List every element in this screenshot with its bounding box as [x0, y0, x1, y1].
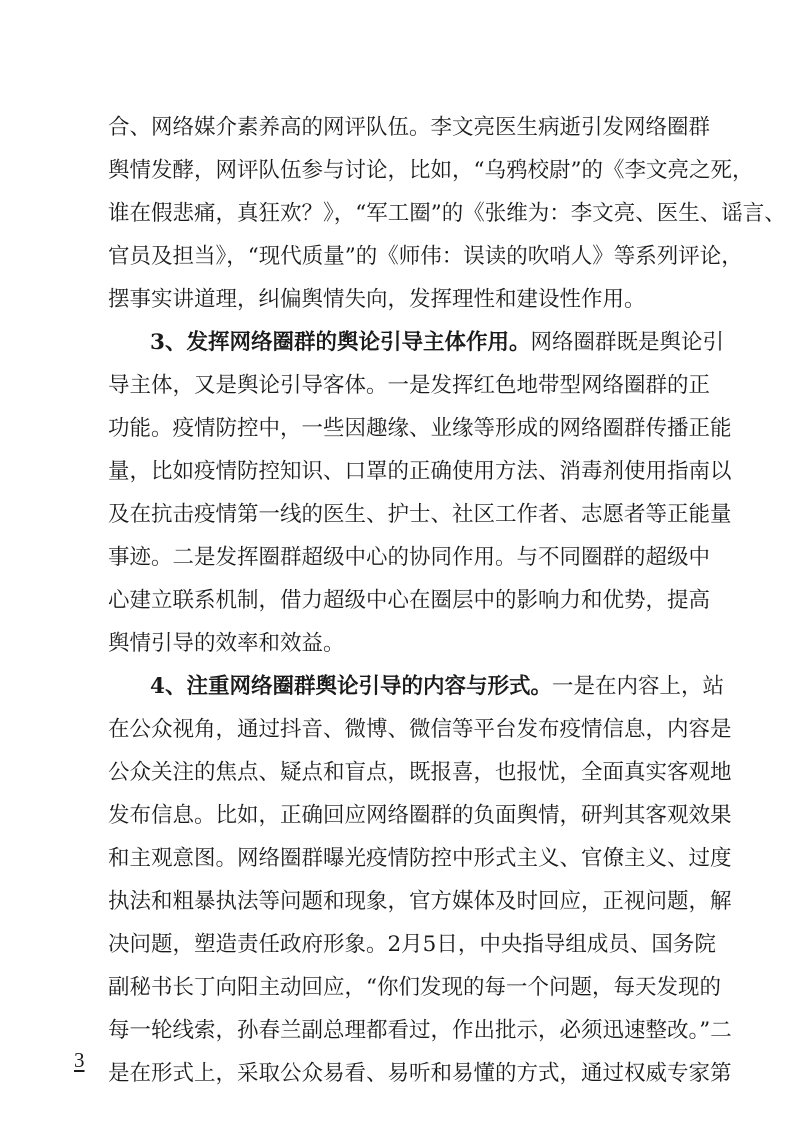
section-heading: 3、发挥网络圈群的舆论引导主体作用。 [150, 330, 531, 355]
text-line: 谁在假悲痛，真狂欢？》，“军工圈”的《张维为：李文亮、医生、谣言、 [108, 201, 786, 226]
text-line: 导主体，又是舆论引导客体。一是发挥红色地带型网络圈群的正 [108, 373, 711, 398]
paragraph-first-line [150, 667, 724, 707]
paragraph-first-line [150, 323, 724, 363]
text-line: 合、网络媒介素养高的网评队伍。李文亮医生病逝引发网络圈群 [108, 115, 711, 140]
text-line: 官员及担当》，“现代质量”的《师伟：误读的吹哨人》等系列评论， [108, 244, 743, 269]
text-line: 是在形式上，采取公众易看、易听和易懂的方式，通过权威专家第 [108, 1061, 732, 1086]
page-number: 3 [74, 1048, 85, 1072]
text-line: 和主观意图。网络圈群曝光疫情防控中形式主义、官僚主义、过度 [108, 846, 732, 871]
text-line: 量，比如疫情防控知识、口罩的正确使用方法、消毒剂使用指南以 [108, 459, 732, 484]
text-line: 舆情引导的效率和效益。 [108, 631, 345, 656]
section-heading: 4、注重网络圈群舆论引导的内容与形式。 [150, 674, 552, 699]
text-line: 每一轮线索，孙春兰副总理都看过，作出批示，必须迅速整改。”二 [108, 1018, 732, 1043]
text-line: 心建立联系机制，借力超级中心在圈层中的影响力和优势，提高 [108, 588, 711, 613]
text-line: 执法和粗暴执法等问题和现象，官方媒体及时回应，正视问题，解 [108, 889, 732, 914]
text-line: 事迹。二是发挥圈群超级中心的协同作用。与不同圈群的超级中 [108, 545, 711, 570]
text-line: 决问题，塑造责任政府形象。2月5日，中央指导组成员、国务院 [108, 932, 716, 957]
text-line: 在公众视角，通过抖音、微博、微信等平台发布疫情信息，内容是 [108, 717, 732, 742]
text-run: 一是在内容上，站 [551, 674, 724, 699]
text-line: 舆情发酵，网评队伍参与讨论，比如，“乌鸦校尉”的《李文亮之死， [108, 158, 754, 183]
text-run: 网络圈群既是舆论引 [530, 330, 724, 355]
text-line: 及在抗击疫情第一线的医生、护士、社区工作者、志愿者等正能量 [108, 502, 732, 527]
text-line: 摆事实讲道理，纠偏舆情失向，发挥理性和建设性作用。 [108, 287, 646, 312]
text-line: 发布信息。比如，正确回应网络圈群的负面舆情，研判其客观效果 [108, 803, 732, 828]
text-line: 公众关注的焦点、疑点和盲点，既报喜，也报忧，全面真实客观地 [108, 760, 732, 785]
text-line: 功能。疫情防控中，一些因趣缘、业缘等形成的网络圈群传播正能 [108, 416, 732, 441]
text-line: 副秘书长丁向阳主动回应，“你们发现的每一个问题，每天发现的 [108, 975, 721, 1000]
